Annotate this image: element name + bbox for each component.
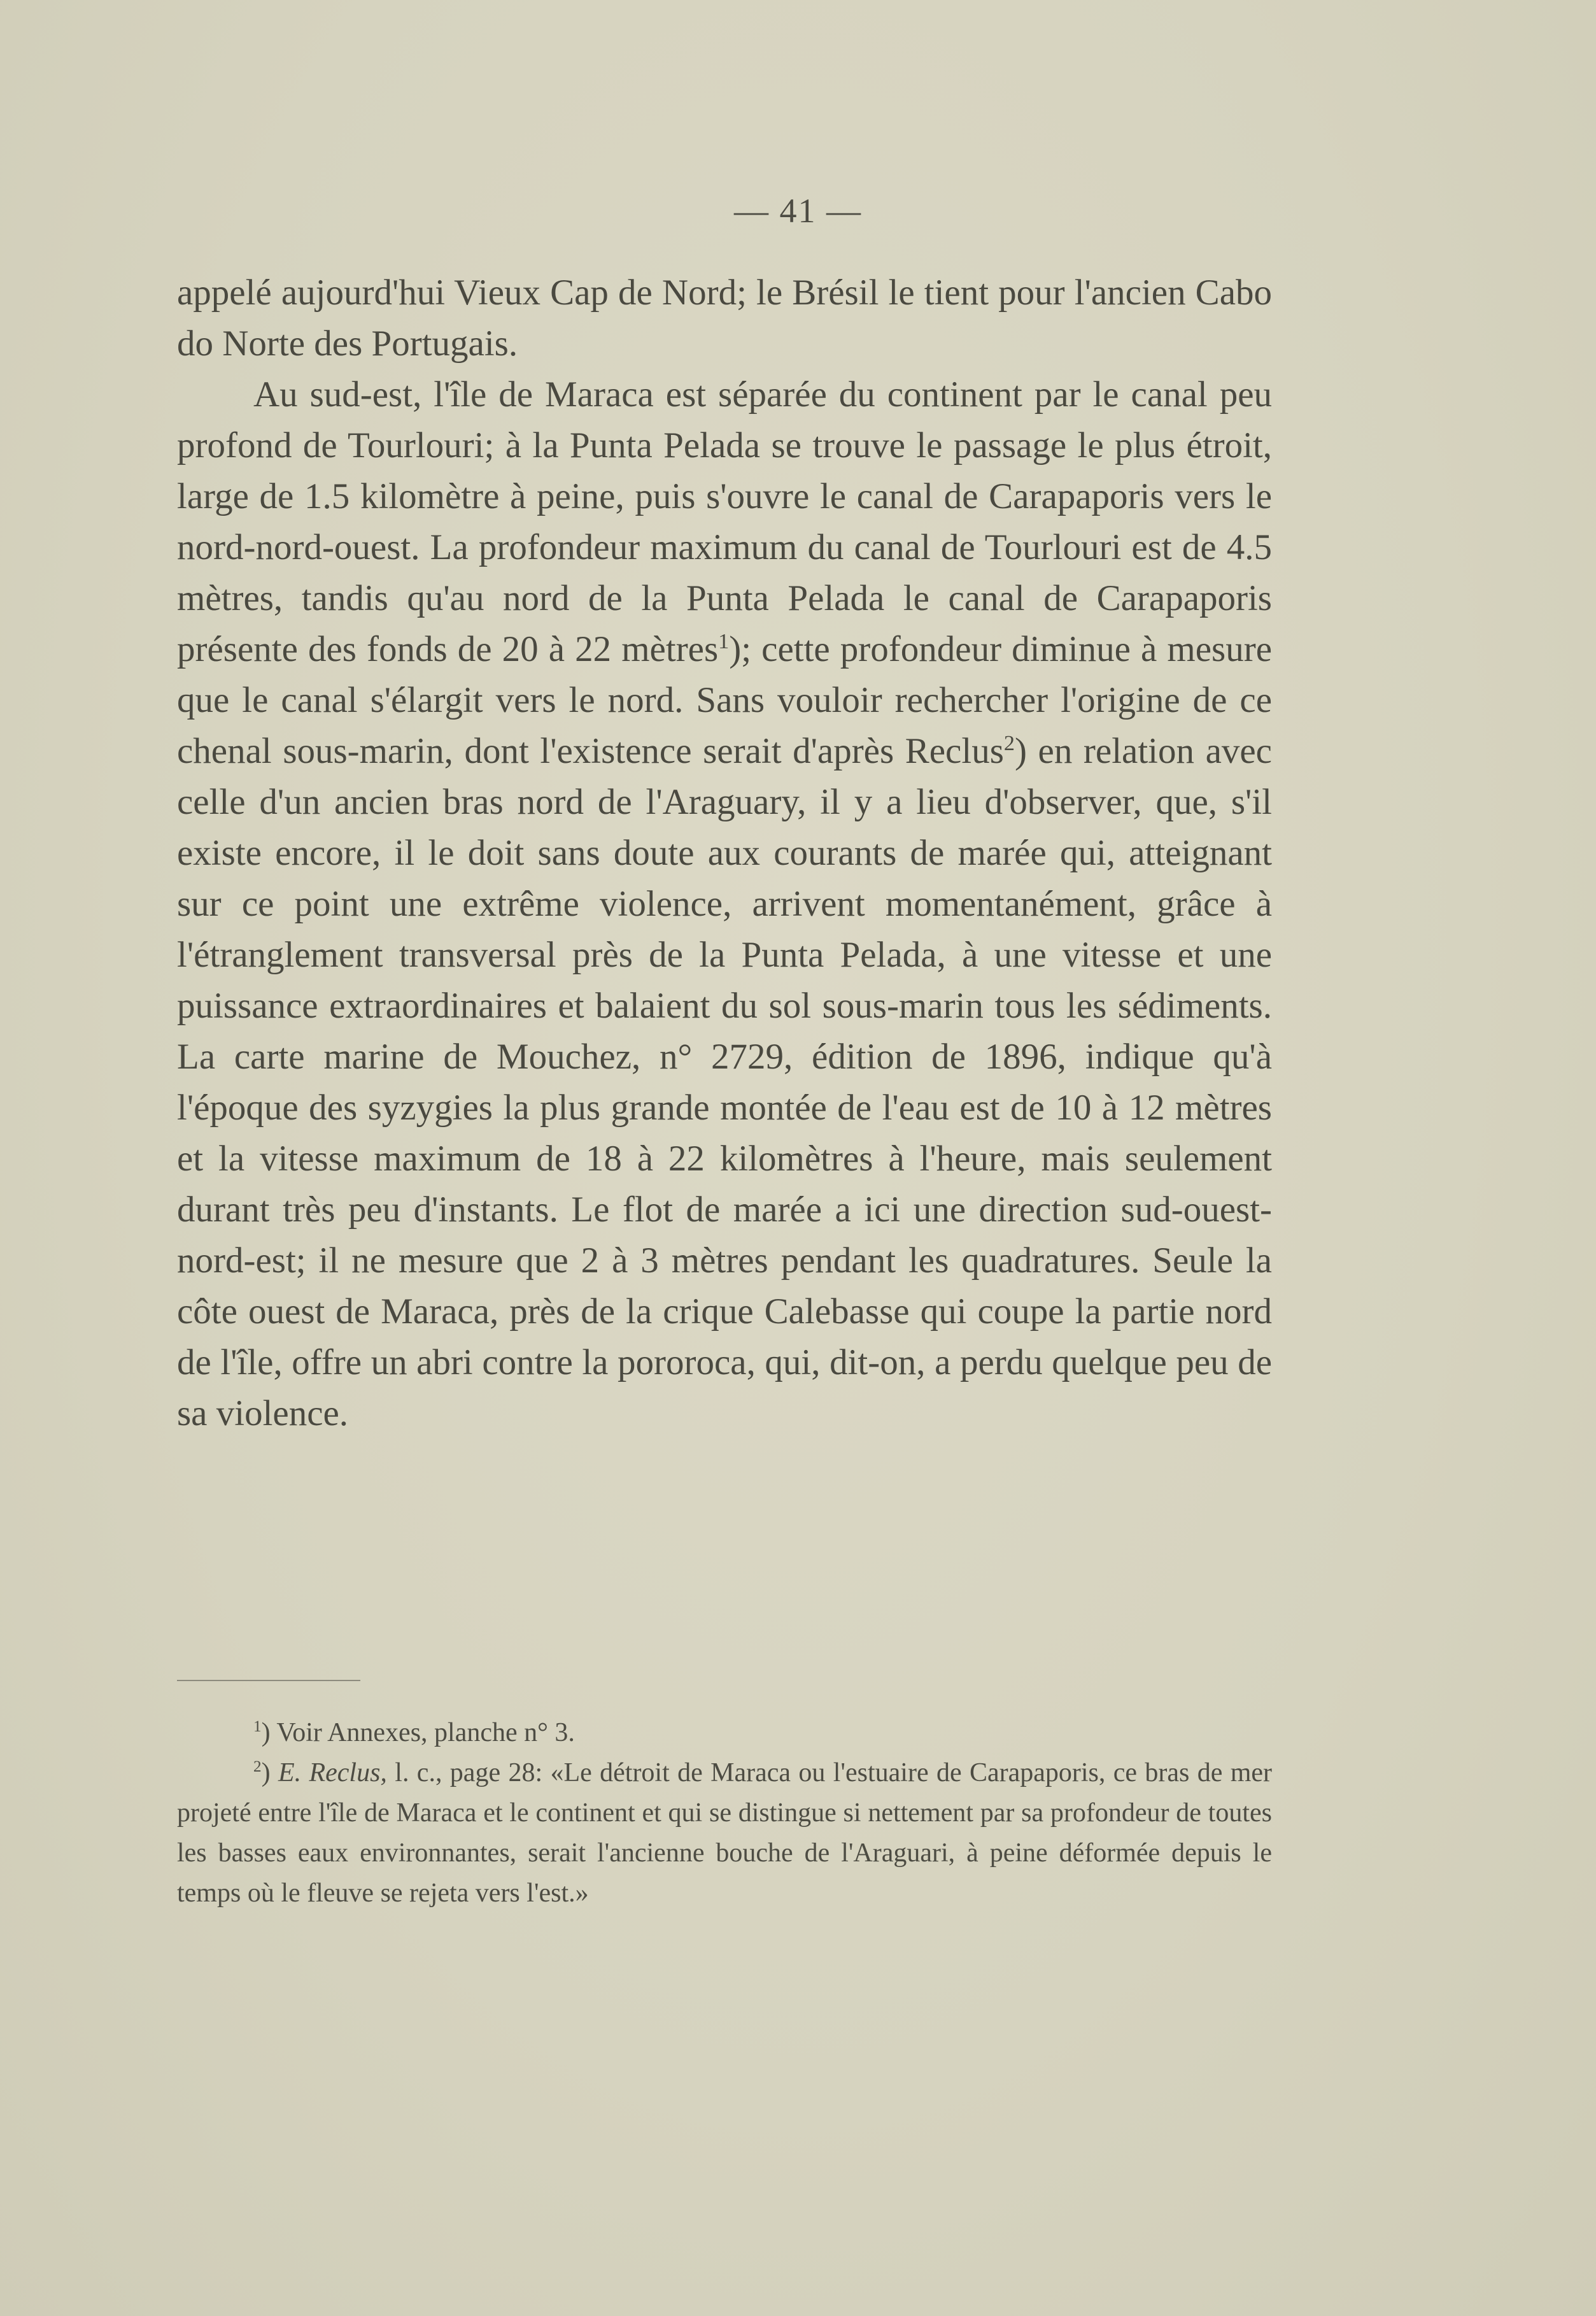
paragraph-text-part: ) en relation avec celle d'un ancien bras nord de l'Araguary, il y a lieu d'observer, que, s'il existe encore, il le doit sans doute aux courants de marée qui, atteignant sur ce point une extrême violence, arrivent momentanément, grâce à l'étranglement transversal près de la Punta Pelada, à une vitesse et une puissance extraordinaires et balaient du sol sous-marin tous les sédiments. La carte marine de Mouchez, n° 2729, édition de 1896, indique qu'à l'époque des syzygies la plus grande montée de l'eau est de 10 à 12 mètres et la vitesse maximum de 18 à 22 kilomètres à l'heure, mais seulement durant très peu d'instants. Le flot de marée a ici une direction sud-ouest-nord-est; il ne mesure que 2 à 3 mètres pendant les quadratures. Seule la côte ouest de Maraca, près de la crique Calebasse qui coupe la partie nord de l'île, offre un abri contre la pororoca, qui, dit-on, a perdu quelque peu de sa violence. bbox=[177, 731, 1272, 1433]
footnote-mark: 2 bbox=[253, 1758, 262, 1775]
paragraph-maraca bbox=[177, 369, 1272, 1439]
page-number: — 41 — bbox=[734, 192, 862, 230]
footnote-text: l. c., page 28: «Le détroit de Maraca ou l'estuaire de Carapaporis, ce bras de mer projeté entre l'île de Maraca et le continent et qui se distingue si nettement par sa profondeur de toutes les basses eaux environnantes, serait l'ancienne bouche de l'Araguari, à peine déformée depuis le temps où le fleuve se rejeta vers l'est.» bbox=[177, 1758, 1272, 1908]
footnote bbox=[177, 1713, 1272, 1753]
footnote-text: ) Voir Annexes, planche n° 3. bbox=[261, 1718, 575, 1747]
paragraph-text-part: ); cette profondeur diminue à mesure que le canal s'élargit vers le nord. Sans vouloir rechercher l'origine de ce chenal sous-marin, dont l'existence serait d'après Reclus bbox=[177, 629, 1272, 771]
footnote-ref: 2 bbox=[1003, 732, 1015, 755]
paragraph-text-part: Au sud-est, l'île de Maraca est séparée du continent par le canal peu profond de Tourlouri; à la Punta Pelada se trouve le passage le plus étroit, large de 1.5 kilomètre à peine, puis s'ouvre le canal de Carapaporis vers le nord-nord-ouest. La profondeur maximum du canal de Tourlouri est de 4.5 mètres, tandis qu'au nord de la Punta Pelada le canal de Carapaporis présente des fonds de 20 à 22 mètres bbox=[177, 374, 1272, 669]
body-text bbox=[177, 267, 1272, 1439]
footnote-ref: 1 bbox=[718, 630, 730, 653]
footnote bbox=[177, 1753, 1272, 1914]
paragraph-continued: appelé aujourd'hui Vieux Cap de Nord; le Brésil le tient pour l'ancien Cabo do Norte des Portugais. bbox=[177, 273, 1272, 364]
footnote-text: ) bbox=[261, 1758, 278, 1787]
footnote-author: E. Reclus, bbox=[278, 1758, 387, 1787]
footnote-divider bbox=[177, 1680, 360, 1681]
footnote-mark: 1 bbox=[253, 1718, 262, 1735]
footnotes bbox=[177, 1713, 1272, 1914]
